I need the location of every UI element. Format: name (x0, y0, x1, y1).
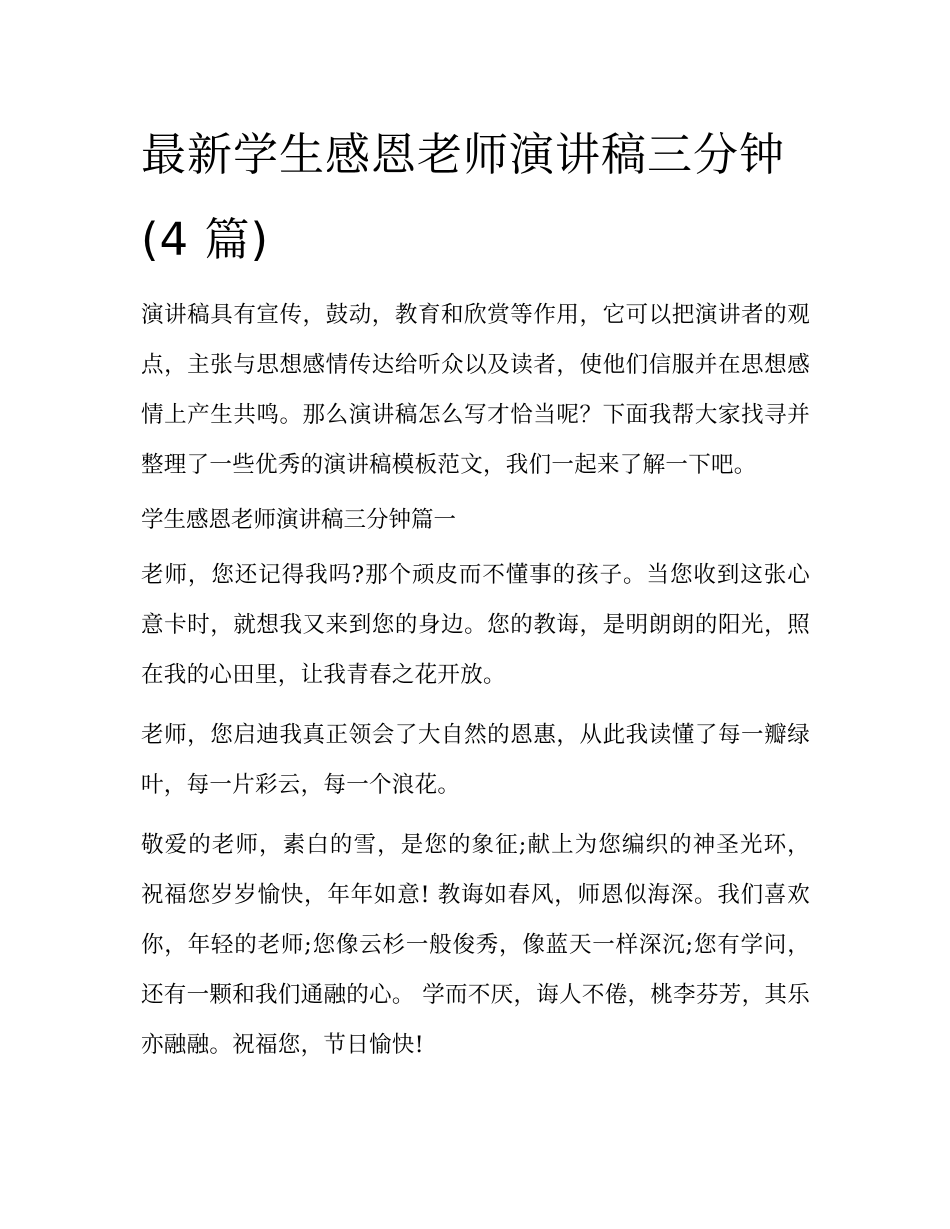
section-heading: 学生感恩老师演讲稿三分钟篇一 (141, 507, 457, 533)
body-paragraph-2: 老师，您启迪我真正领会了大自然的恩惠，从此我读懂了每一瓣绿叶，每一片彩云，每一个浪花。 (141, 722, 810, 798)
document-title: 最新学生感恩老师演讲稿三分钟(4 篇) (141, 128, 786, 266)
intro-paragraph: 演讲稿具有宣传，鼓动，教育和欣赏等作用，它可以把演讲者的观点，主张与思想感情传达给听众以及读者，使他们信服并在思想感情上产生共鸣。那么演讲稿怎么写才恰当呢？下面我帮大家找寻并整理了一些优秀的演讲稿模板范文，我们一起来了解一下吧。 (141, 302, 810, 478)
body-paragraph-3: 敬爱的老师，素白的雪，是您的象征;献上为您编织的神圣光环，祝福您岁岁愉快，年年如意! 教诲如春风，师恩似海深。我们喜欢你，年轻的老师;您像云杉一般俊秀，像蓝天一样深沉;您有学问，还有一颗和我们通融的心。 学而不厌，诲人不倦，桃李芬芳，其乐亦融融。祝福您，节日愉快! (141, 832, 810, 1058)
body-paragraph-1: 老师，您还记得我吗?那个顽皮而不懂事的孩子。当您收到这张心意卡时，就想我又来到您的身边。您的教诲，是明朗朗的阳光，照在我的心田里，让我青春之花开放。 (141, 562, 810, 688)
